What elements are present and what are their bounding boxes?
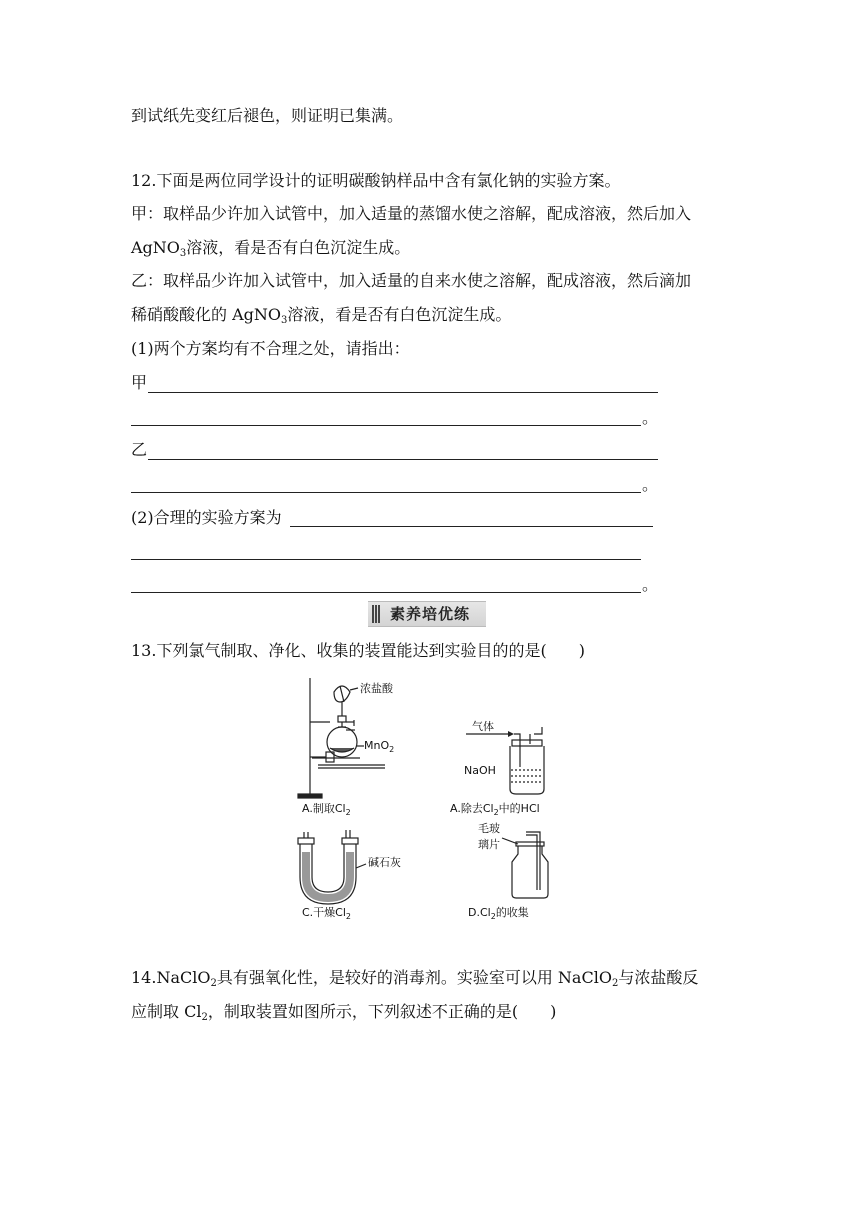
subscript: 2: [210, 978, 217, 989]
apparatus-c-utube: [298, 830, 366, 904]
text: 中的HCl: [498, 802, 540, 815]
question-13: 13.下列氯气制取、净化、收集的装置能达到实验目的的是( ): [131, 641, 585, 660]
period: 。: [642, 575, 659, 594]
label-soda-lime: 碱石灰: [368, 856, 401, 869]
section-banner: [368, 601, 486, 627]
subscript: 3: [179, 248, 187, 259]
caption-c-dry: [302, 905, 351, 921]
apparatus-figure: [290, 672, 590, 928]
caption-a-make: [302, 801, 351, 817]
label-mno2: [364, 739, 394, 754]
line-1: 到试纸先变红后褪色，则证明已集满。: [131, 106, 404, 125]
answer-blank-yi-2[interactable]: [131, 492, 641, 493]
answer-blank-jia-1[interactable]: [148, 392, 658, 393]
text: 应制取 Cl: [131, 1002, 202, 1021]
text: A.制取Cl: [302, 802, 346, 815]
period: 。: [642, 408, 659, 427]
subscript: 2: [201, 1012, 208, 1023]
text: MnO: [364, 739, 390, 752]
subscript: 2: [345, 808, 351, 817]
subscript: 2: [611, 978, 619, 989]
question-12-part-2: (2)合理的实验方案为: [131, 508, 282, 527]
subscript: 2: [493, 808, 499, 817]
answer-jia-label: 甲: [131, 373, 148, 392]
question-12-title: 12.下面是两位同学设计的证明碳酸钠样品中含有氯化钠的实验方案。: [131, 171, 621, 190]
question-14-line-1: [131, 968, 698, 988]
text: 溶液，看是否有白色沉淀生成。: [186, 238, 411, 257]
text: 具有强氧化性，是较好的消毒剂。实验室可以用 NaClO: [216, 968, 612, 987]
subscript: 2: [389, 745, 395, 754]
label-frosted-glass-1: 毛玻: [478, 822, 500, 835]
text: 稀硝酸酸化的 AgNO: [131, 305, 282, 324]
subscript: 2: [345, 912, 352, 921]
subscript: 3: [281, 315, 288, 326]
subscript: 2: [490, 912, 496, 921]
label-hcl: 浓盐酸: [360, 682, 393, 695]
answer-yi-label: 乙: [131, 440, 148, 459]
text: ，制取装置如图所示，下列叙述不正确的是( ): [207, 1002, 557, 1021]
text: 与浓盐酸反: [618, 968, 699, 987]
text: 14.NaClO: [131, 968, 211, 987]
question-12-part-1: (1)两个方案均有不合理之处，请指出：: [131, 339, 410, 358]
label-gas: 气体: [472, 720, 494, 733]
answer-blank-jia-2[interactable]: [131, 425, 641, 426]
question-14-line-2: [131, 1002, 556, 1022]
plan-yi-line-1: 乙：取样品少许加入试管中，加入适量的自来水使之溶解，配成溶液，然后滴加: [131, 271, 692, 290]
text: C.干燥Cl: [302, 906, 346, 919]
period: 。: [642, 475, 659, 494]
plan-jia-line-2: [131, 238, 410, 258]
answer-blank-yi-1[interactable]: [148, 459, 658, 460]
label-naoh: NaOH: [464, 764, 496, 777]
apparatus-a-generator: [298, 678, 385, 798]
apparatus-b-washbottle: [466, 727, 544, 794]
plan-jia-line-1: 甲：取样品少许加入试管中，加入适量的蒸馏水使之溶解，配成溶液，然后加入: [131, 204, 692, 223]
caption-a-wash: [450, 801, 540, 817]
text: D.Cl: [468, 906, 491, 919]
answer-blank-2-3[interactable]: [131, 592, 641, 593]
answer-blank-2-2[interactable]: [131, 559, 641, 560]
section-title: 素养培优练: [390, 605, 471, 623]
apparatus-d-collection: [502, 832, 548, 898]
plan-yi-line-2: [131, 305, 511, 325]
text: A.除去Cl: [450, 802, 494, 815]
text: AgNO: [131, 238, 180, 257]
answer-blank-2-1[interactable]: [290, 526, 653, 527]
text: 溶液，看是否有白色沉淀生成。: [287, 305, 512, 324]
text: 的收集: [495, 906, 529, 919]
label-frosted-glass-2: 璃片: [478, 838, 500, 851]
banner-bars-icon: [372, 605, 380, 623]
caption-d-collect: [468, 905, 529, 921]
